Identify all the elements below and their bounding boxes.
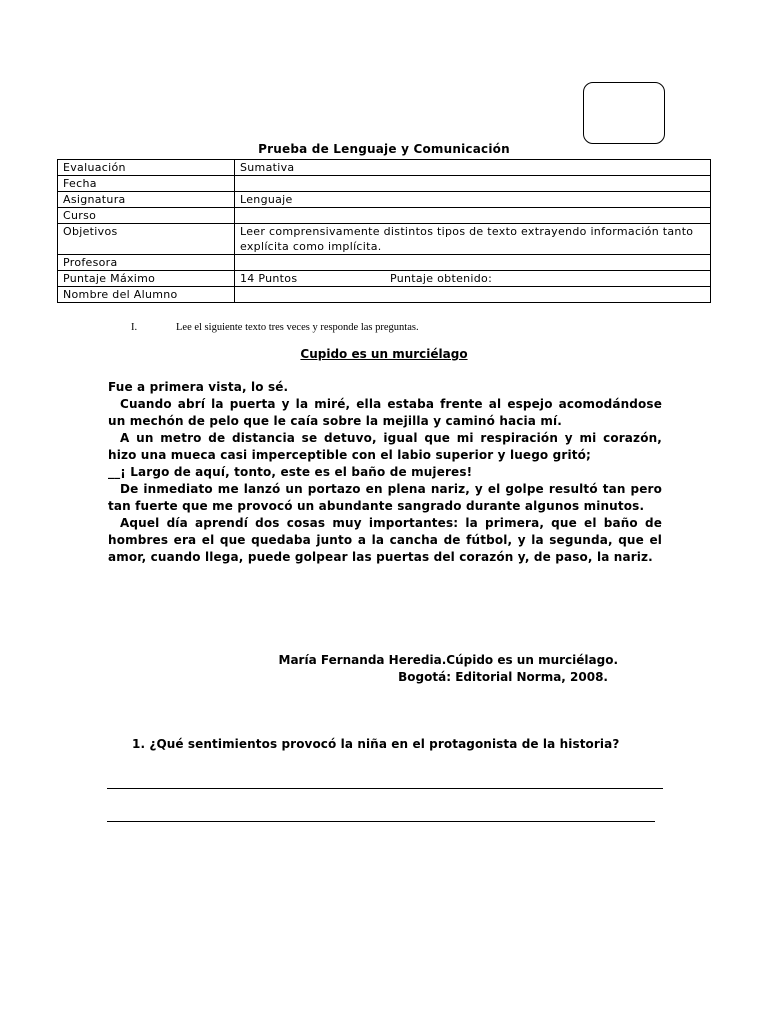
row-value: Leer comprensivamente distintos tipos de texto extrayendo información tanto explícita como implícita. (235, 224, 711, 255)
story-paragraph: De inmediato me lanzó un portazo en plena nariz, y el golpe resultó tan pero tan fuerte que me provocó un abundante sangrado durante algunos minutos. (108, 482, 662, 513)
row-label: Asignatura (58, 192, 235, 208)
table-row (58, 287, 711, 303)
row-label: Nombre del Alumno (58, 287, 235, 303)
question-1: 1. ¿Qué sentimientos provocó la niña en el protagonista de la historia? (132, 737, 620, 751)
row-value (235, 176, 711, 192)
row-value: Sumativa (235, 160, 711, 176)
table-row (58, 271, 711, 287)
table-row (58, 224, 711, 255)
instruction (131, 322, 419, 333)
story-body (108, 379, 662, 566)
story-paragraph: A un metro de distancia se detuvo, igual que mi respiración y mi corazón, hizo una mueca casi imperceptible con el labio superior y luego gritó; (108, 431, 662, 462)
table-row (58, 192, 711, 208)
table-row (58, 208, 711, 224)
score-obtained-label: Puntaje obtenido: (390, 272, 493, 285)
story-paragraph: Aquel día aprendí dos cosas muy importantes: la primera, que el baño de hombres era el que quedaba junto a la cancha de fútbol, y la segunda, que el amor, cuando llega, puede golpear las puertas del corazón y, de paso, la nariz. (108, 516, 662, 564)
instruction-text: Lee el siguiente texto tres veces y responde las preguntas. (176, 322, 419, 333)
max-score-value: 14 Puntos (240, 272, 298, 285)
row-label: Evaluación (58, 160, 235, 176)
story-paragraph: __¡ Largo de aquí, tonto, este es el baño de mujeres! (108, 465, 473, 479)
story-paragraph: Cuando abrí la puerta y la miré, ella estaba frente al espejo acomodándose un mechón de pelo que le caía sobre la mejilla y caminó hacia mí. (108, 397, 662, 428)
story-title: Cupido es un murciélago (300, 347, 468, 361)
row-label: Profesora (58, 255, 235, 271)
table-row (58, 255, 711, 271)
row-label: Puntaje Máximo (58, 271, 235, 287)
instruction-number: I. (131, 322, 138, 333)
row-value (235, 208, 711, 224)
answer-line[interactable] (107, 788, 663, 789)
source-publisher: Bogotá: Editorial Norma, 2008. (398, 670, 608, 684)
source-author: María Fernanda Heredia.Cúpido es un murciélago. (278, 653, 618, 667)
row-value (235, 255, 711, 271)
row-label: Fecha (58, 176, 235, 192)
row-value (235, 271, 711, 287)
row-label: Curso (58, 208, 235, 224)
info-table (57, 159, 711, 303)
row-label: Objetivos (58, 224, 235, 255)
row-value: Lenguaje (235, 192, 711, 208)
score-box (583, 82, 665, 144)
story-source (279, 652, 618, 686)
row-value (235, 287, 711, 303)
table-row (58, 176, 711, 192)
answer-line[interactable] (107, 821, 655, 822)
story-paragraph: Fue a primera vista, lo sé. (108, 380, 289, 394)
table-row (58, 160, 711, 176)
document-title: Prueba de Lenguaje y Comunicación (258, 142, 510, 156)
